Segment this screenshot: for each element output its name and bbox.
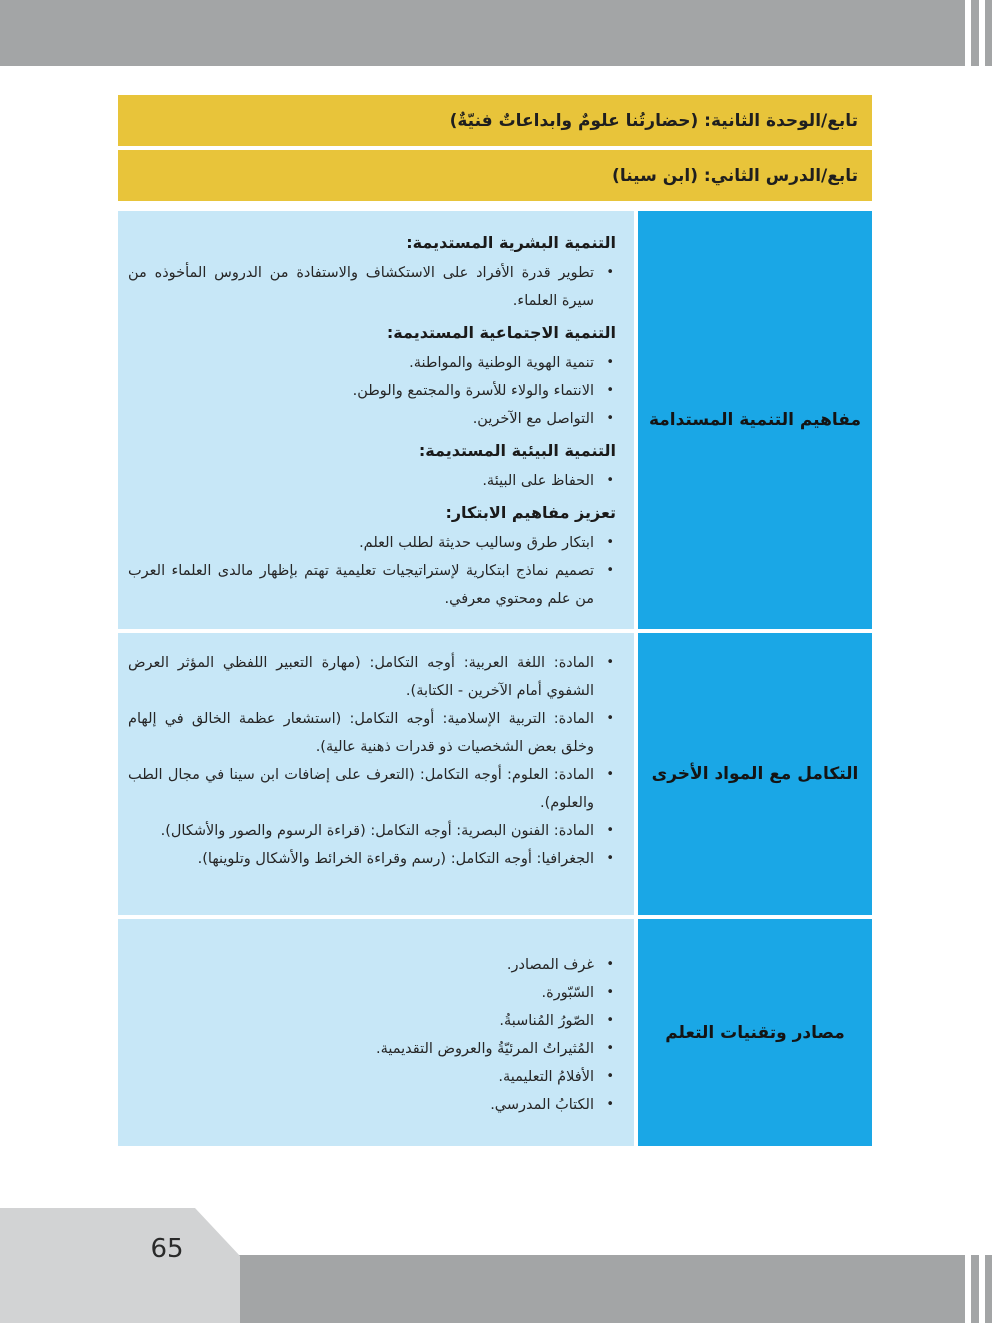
row-label-cell bbox=[634, 633, 872, 915]
list-item: • الصّورُ المُناسبةُ. bbox=[128, 1007, 594, 1035]
list-item: • المادة: التربية الإسلامية: أوجه التكامل: (استشعار عظمة الخالق في إلهام وخلق بعض الشخصيات ذو قدرات ذهنية عالية). bbox=[128, 705, 594, 761]
list-item: • ابتكار طرق وساليب حديثة لطلب العلم. bbox=[128, 529, 594, 557]
bullet-list bbox=[128, 951, 616, 1119]
list-item: • الحفاظ على البيئة. bbox=[128, 467, 594, 495]
row-label-cell bbox=[634, 211, 872, 629]
lesson-title: تابع/الدرس الثاني: (ابن سينا) bbox=[612, 165, 858, 186]
row-content-cell bbox=[118, 633, 634, 915]
bullet-list bbox=[128, 649, 616, 873]
row-label-cell bbox=[634, 919, 872, 1146]
unit-title: تابع/الوحدة الثانية: (حضارتُنا علومٌ وابداعاتٌ فنيّةٌ) bbox=[449, 110, 858, 131]
list-item: • الجغرافيا: أوجه التكامل: (رسم وقراءة الخرائط والأشكال وتلوينها). bbox=[128, 845, 594, 873]
row-content-cell bbox=[118, 919, 634, 1146]
bullet-list bbox=[128, 259, 616, 315]
bottom-stripe bbox=[965, 1255, 971, 1323]
list-item: • المادة: اللغة العربية: أوجه التكامل: (مهارة التعبير اللفظي المؤثر العرض الشفوي أمام الآخرين - الكتابة). bbox=[128, 649, 594, 705]
page-number: 65 bbox=[150, 1234, 184, 1264]
list-item: • السّبّورة. bbox=[128, 979, 594, 1007]
table-row bbox=[118, 211, 872, 629]
bullet-list bbox=[128, 467, 616, 495]
list-item: • تنمية الهوية الوطنية والمواطنة. bbox=[128, 349, 594, 377]
lesson-title-band bbox=[118, 150, 872, 201]
list-item: • تصميم نماذج ابتكارية لإستراتيجيات تعليمية تهتم بإظهار مالدى العلماء العرب من علم ومحتوي معرفي. bbox=[128, 557, 594, 613]
bullet-list bbox=[128, 529, 616, 613]
top-stripe bbox=[965, 0, 971, 66]
list-item: • المُثيراتُ المرئيّةُ والعروض التقديمية. bbox=[128, 1035, 594, 1063]
top-stripe bbox=[979, 0, 985, 66]
unit-title-band bbox=[118, 95, 872, 146]
list-item: • المادة: الفنون البصرية: أوجه التكامل: (قراءة الرسوم والصور والأشكال). bbox=[128, 817, 594, 845]
table-row bbox=[118, 919, 872, 1146]
bullet-list bbox=[128, 349, 616, 433]
page-number-tab bbox=[0, 1208, 240, 1323]
list-item: • غرف المصادر. bbox=[128, 951, 594, 979]
top-bar bbox=[0, 0, 992, 66]
section-heading: التنمية الاجتماعية المستديمة: bbox=[386, 323, 616, 342]
table-row bbox=[118, 633, 872, 915]
list-item: • الأفلامُ التعليمية. bbox=[128, 1063, 594, 1091]
row-label: مفاهيم التنمية المستدامة bbox=[648, 410, 862, 430]
list-item: • المادة: العلوم: أوجه التكامل: (التعرف على إضافات ابن سينا في مجال الطب والعلوم). bbox=[128, 761, 594, 817]
list-item: • تطوير قدرة الأفراد على الاستكشاف والاستفادة من الدروس المأخوذه من سيرة العلماء. bbox=[128, 259, 594, 315]
section-heading: تعزيز مفاهيم الابتكار: bbox=[445, 503, 616, 522]
list-item: • التواصل مع الآخرين. bbox=[128, 405, 594, 433]
section-heading: التنمية البشرية المستديمة: bbox=[406, 233, 616, 252]
section-heading: التنمية البيئية المستديمة: bbox=[418, 441, 616, 460]
row-label: التكامل مع المواد الأخرى bbox=[651, 764, 859, 784]
row-content-cell bbox=[118, 211, 634, 629]
row-label: مصادر وتقنيات التعلم bbox=[665, 1022, 845, 1043]
list-item: • الانتماء والولاء للأسرة والمجتمع والوطن. bbox=[128, 377, 594, 405]
bottom-stripe bbox=[979, 1255, 985, 1323]
list-item: • الكتابُ المدرسي. bbox=[128, 1091, 594, 1119]
